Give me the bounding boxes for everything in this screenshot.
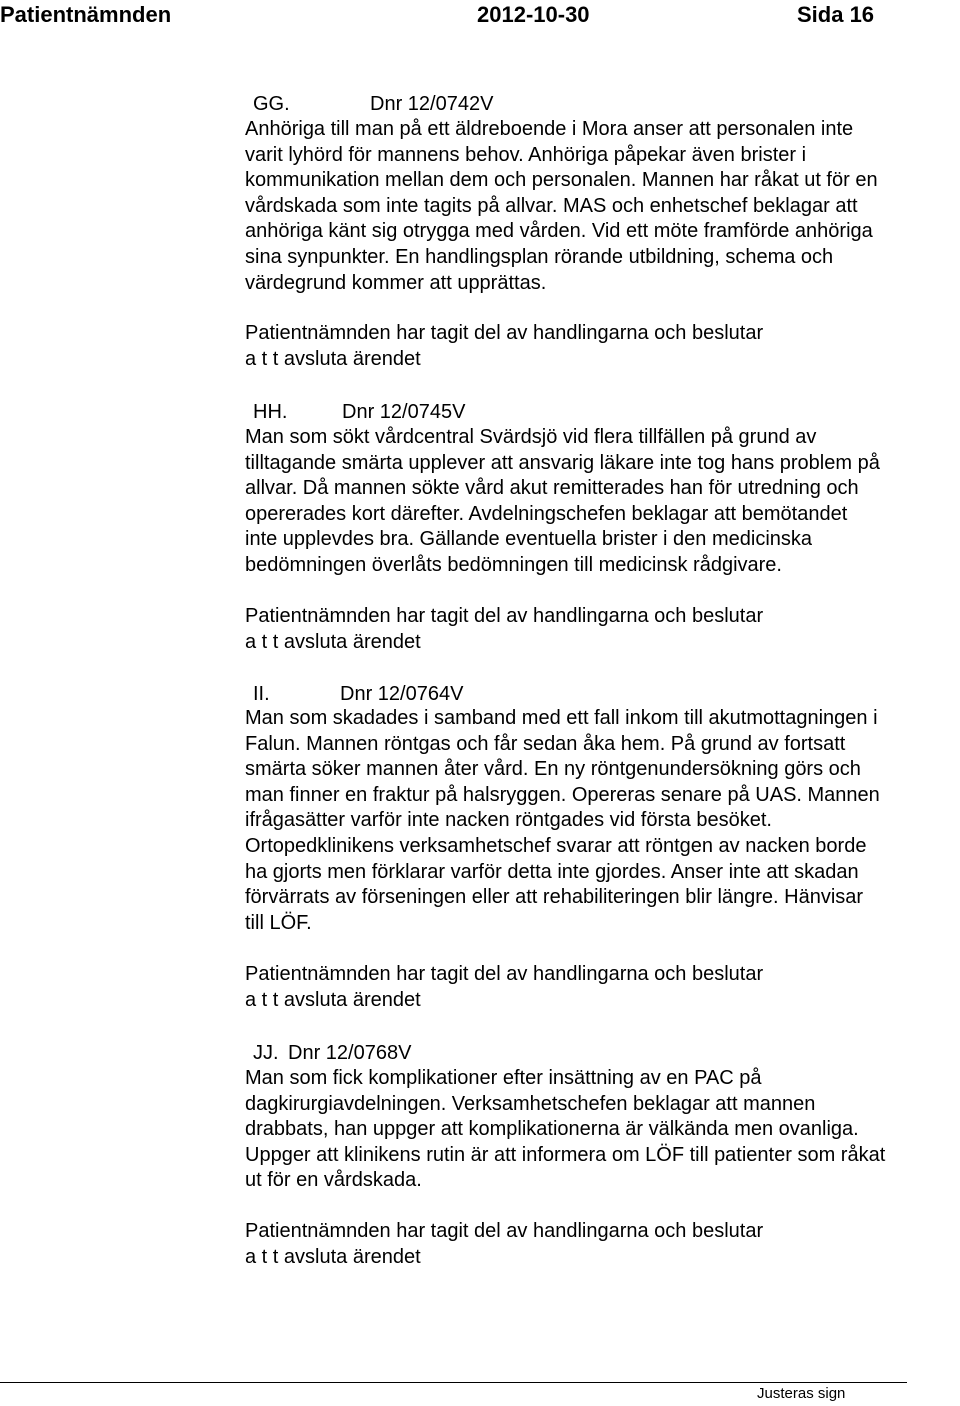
- item-dnr: Dnr 12/0745V: [342, 401, 466, 423]
- item-heading: [253, 91, 494, 117]
- item-decision: Patientnämnden har tagit del av handlingarna och beslutar a t t avsluta ärendet: [245, 605, 764, 653]
- item-letter: GG.: [253, 93, 290, 115]
- item-dnr: Dnr 12/0764V: [340, 683, 464, 705]
- item-decision: Patientnämnden har tagit del av handlingarna och beslutar a t t avsluta ärendet: [245, 1220, 764, 1268]
- item-dnr: Dnr 12/0742V: [370, 93, 494, 115]
- item-dnr: Dnr 12/0768V: [288, 1042, 412, 1064]
- item-letter: II.: [253, 683, 270, 705]
- page-header: [0, 0, 960, 30]
- header-organization: Patientnämnden: [0, 2, 172, 27]
- item-body: Anhöriga till man på ett äldreboende i Mora anser att personalen inte varit lyhörd för mannens behov. Anhöriga påpekar även brister i kommunikation mellan dem och personalen. Mannen har råkat ut för en vårdskada som inte tagits på allvar. MAS och enhetschef beklagar att anhöriga känt sig otrygga med vården. Vid ett möte framförde anhöriga sina synpunkter. En handlingsplan rörande utbildning, schema och värdegrund kommer att upprättas.: [245, 118, 878, 294]
- item-heading: [253, 399, 466, 425]
- item-body: Man som fick komplikationer efter insättning av en PAC på dagkirurgiavdelningen. Verksamhetschefen beklagar att mannen drabbats, han uppger att komplikationerna är välkända men ovanliga. Uppger att klinikens rutin är att informera om LÖF till patienter som råkat ut för en vårdskada.: [245, 1067, 886, 1192]
- item-decision: Patientnämnden har tagit del av handlingarna och beslutar a t t avsluta ärendet: [245, 322, 764, 370]
- header-page-number: Sida 16: [797, 2, 875, 27]
- item-heading: [253, 681, 464, 707]
- item-body: Man som skadades i samband med ett fall inkom till akutmottagningen i Falun. Mannen röntgas och får sedan åka hem. På grund av fortsatt smärta söker mannen åter vård. En ny röntgenundersökning görs och man finner en fraktur på halsryggen. Opereras senare på UAS. Mannen ifrågasätter varför inte nacken röntgades vid första besöket. Ortopedklinikens verksamhetschef svarar att röntgen av nacken borde ha gjorts men förklarar varför detta inte gjordes. Anser inte att skadan förvärrats av förseningen eller att rehabiliteringen blir längre. Hänvisar till LÖF.: [245, 707, 880, 934]
- item-letter: HH.: [253, 401, 288, 423]
- item-body: Man som sökt vårdcentral Svärdsjö vid flera tillfällen på grund av tilltagande smärta upplever att ansvarig läkare inte tog hans problem på allvar. Då mannen sökte vård akut remitterades han för utredning och opererades kort därefter. Avdelningschefen beklagar att bemötandet inte upplevdes bra. Gällande eventuella brister i den medicinska bedömningen överlåts bedömningen till medicinsk rådgivare.: [245, 426, 880, 576]
- item-letter: JJ.: [253, 1042, 279, 1064]
- item-decision: Patientnämnden har tagit del av handlingarna och beslutar a t t avsluta ärendet: [245, 963, 764, 1011]
- header-date: 2012-10-30: [477, 2, 590, 27]
- signature-label: Justeras sign: [757, 1385, 846, 1402]
- item-heading: [253, 1040, 412, 1066]
- signature-line: [0, 1382, 907, 1383]
